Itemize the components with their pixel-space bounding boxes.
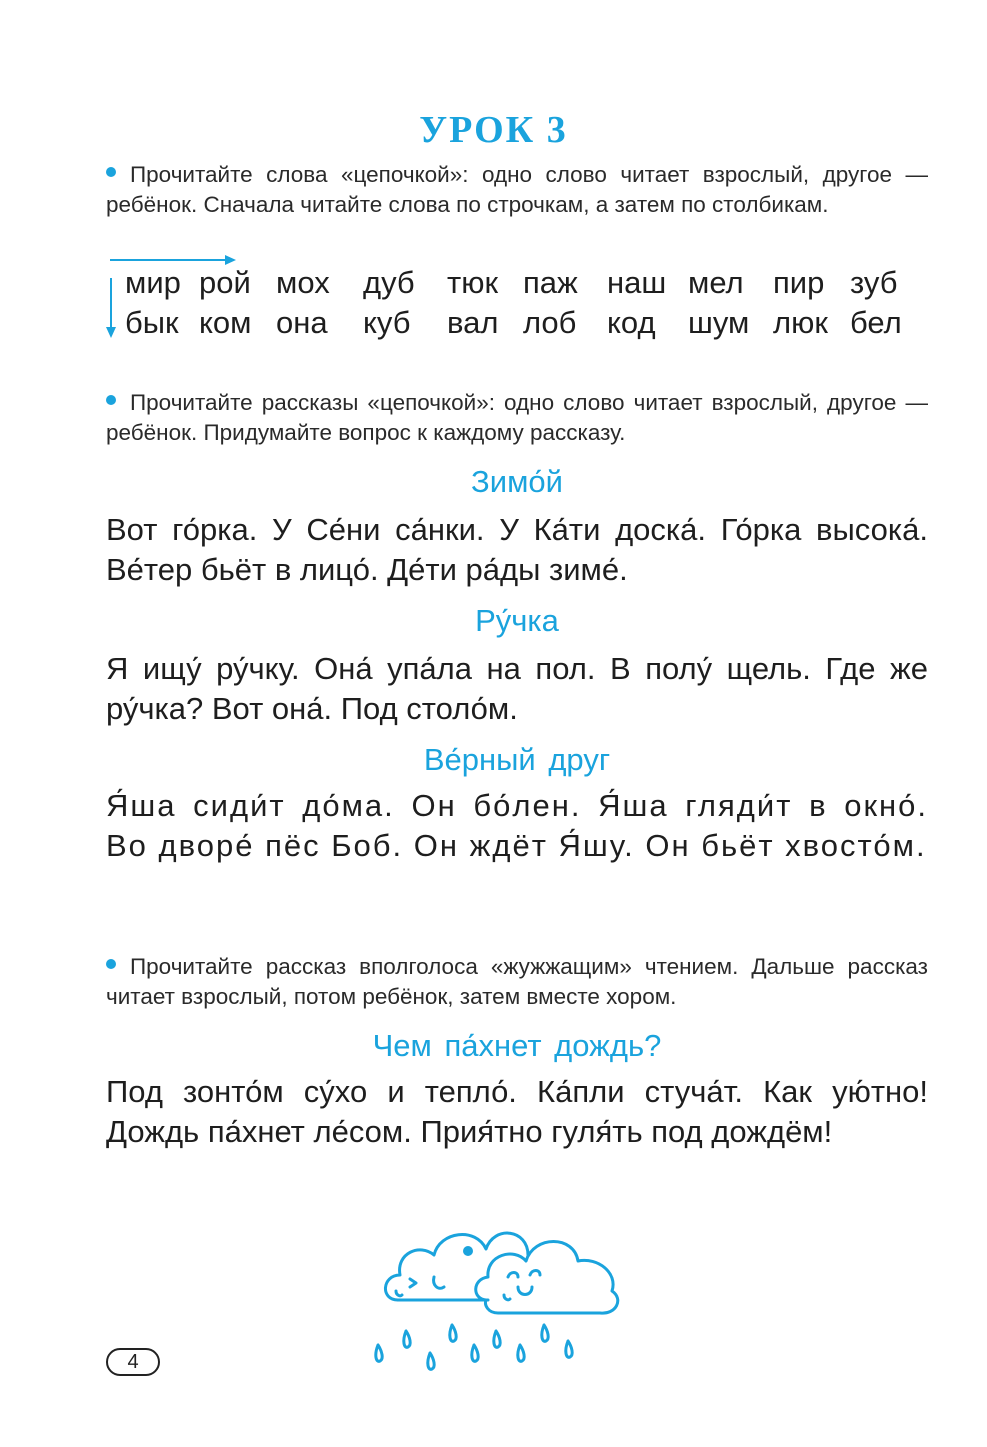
story-title: Зимо́й (471, 464, 563, 499)
story-text: Вот го́рка. У Се́ни са́нки. У Ка́ти доска́. Го́рка высока́. Ве́тер бьёт в лицо́. Де́ти ра́ды зиме́. (106, 512, 928, 587)
word: лоб (523, 305, 577, 340)
word: шум (688, 305, 750, 340)
story-title: Ру́чка (475, 603, 559, 638)
instruction-1 (106, 160, 928, 220)
instruction-text: Прочитайте рассказ вполголоса «жужжащим» чтением. Дальше рассказ читает взрослый, потом ребёнок, затем вместе хором. (106, 954, 928, 1009)
bullet-icon (106, 959, 116, 969)
word: мир (125, 265, 181, 300)
lesson-title: УРОК 3 (419, 109, 568, 151)
word: мел (688, 265, 744, 300)
bullet-icon (106, 167, 116, 177)
word: рой (199, 265, 251, 300)
word: она (276, 305, 328, 340)
story-title: Ве́рный друг (423, 742, 611, 777)
story-text: Я ищу́ ру́чку. Она́ упа́ла на пол. В полу́ щель. Где же ру́чка? Вот она́. Под столо́м. (106, 651, 928, 726)
rain-cloud-icon (368, 1195, 638, 1375)
word: вал (447, 305, 499, 340)
word: дуб (363, 265, 415, 300)
word: код (607, 305, 656, 340)
story-text: Под зонто́м су́хо и тепло́. Ка́пли стуча́т. Как ую́тно! Дождь па́хнет ле́сом. Прия́тно гуля́ть под дождём! (106, 1074, 928, 1149)
word: бык (125, 305, 179, 340)
word: куб (363, 305, 411, 340)
story-title: Чем па́хнет дождь? (372, 1028, 662, 1063)
instruction-text: Прочитайте рассказы «цепочкой»: одно слово читает взрослый, другое — ребёнок. Придумайте вопрос к каждому рассказу. (106, 390, 928, 445)
word: тюк (447, 265, 499, 300)
word: пир (773, 265, 825, 300)
word: бел (850, 305, 902, 340)
word: наш (607, 265, 667, 300)
page-number: 4 (106, 1348, 160, 1376)
arrow-down-icon (106, 278, 116, 338)
story-text: Я́ша сиди́т до́ма. Он бо́лен. Я́ша гляди́т в окно́. Во дворе́ пёс Боб. Он ждёт Я́шу. Он бьёт хвосто́м. (106, 788, 928, 863)
instruction-3 (106, 952, 928, 1012)
bullet-icon (106, 395, 116, 405)
instruction-2 (106, 388, 928, 448)
word: паж (523, 265, 578, 300)
instruction-text: Прочитайте слова «цепочкой»: одно слово читает взрослый, другое — ребёнок. Сначала читайте слова по строчкам, а затем по столбикам. (106, 162, 928, 217)
word: зуб (850, 265, 898, 300)
word: люк (773, 305, 828, 340)
word: мох (276, 265, 330, 300)
word: ком (199, 305, 252, 340)
